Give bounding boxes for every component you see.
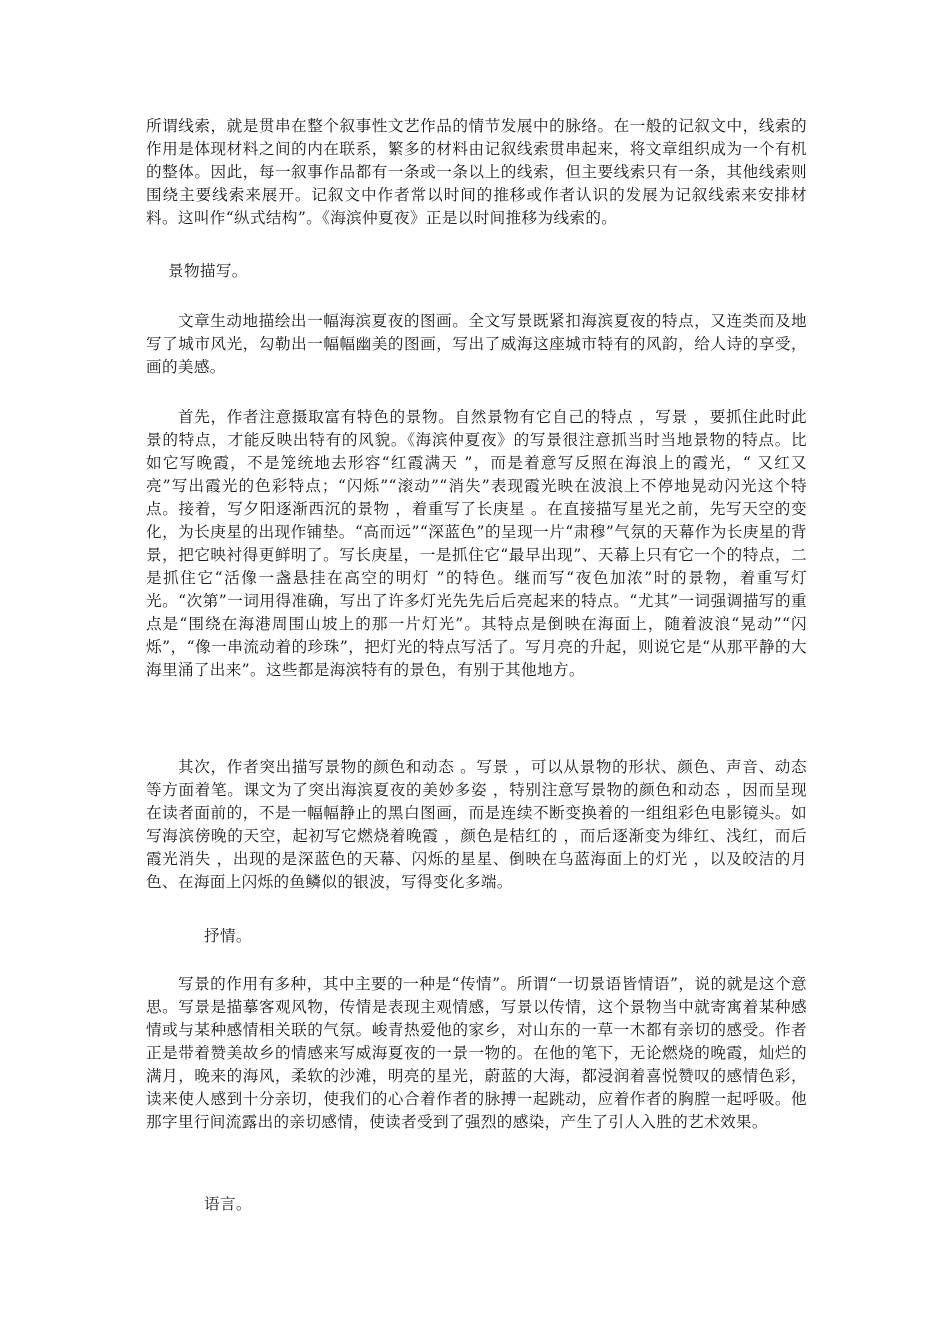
paragraph-scenery-first: 首先，作者注意摄取富有特色的景物。自然景物有它自己的特点 ，写景 ，要抓住此时此景的特点，才能反映出特有的风貌。《海滨仲夏夜》的写景很注意抓当时当地景物的特点。比如它写晚霞，不是笼统地去形容“红霞满天 ”，而是着意写反照在海浪上的霞光，“ 又红又亮”写出霞光的色彩特点；“闪烁”“滚动”“消失”表现霞光映在波浪上不停地晃动闪光这个特点。接着，写夕阳逐渐西沉的景物 ，着重写了长庚星 。在直接描写星光之前，先写天空的变化，为长庚星的出现作铺垫。“高而远”“深蓝色”的呈现一片“肃穆”气氛的天幕作为长庚星的背景，把它映衬得更鲜明了。写长庚星，一是抓住它“最早出现”、天幕上只有它一个的特点，二是抓住它“活像一盏悬挂在高空的明灯 ”的特色。继而写“夜色加浓”时的景物，着重写灯光。“次第”一词用得准确，写出了许多灯光先先后后亮起来的特点。“尤其”一词强调描写的重点是“围绕在海港周围山坡上的那一片灯光”。其特点是倒映在海面上，随着波浪“晃动”“闪烁”，“像一串流动着的珍珠”，把灯光的特点写活了。写月亮的升起，则说它是“从那平静的大海里涌了出来”。这些都是海滨特有的景色，有别于其他地方。 (146, 408, 807, 679)
section-heading-scenery: 景物描写。 (168, 262, 248, 280)
paragraph-clue-definition: 所谓线索，就是贯串在整个叙事性文艺作品的情节发展中的脉络。在一般的记叙文中，线索的作用是体现材料之间的内在联系，繁多的材料由记叙线索贯串起来，将文章组织成为一个有机的整体。因此，每一叙事作品都有一条或一条以上的线索，但主要线索只有一条，其他线索则围绕主要线索来展开。记叙文中作者常以时间的推移或作者认识的发展为记叙线索来安排材料。这叫作“纵式结构”。《海滨仲夏夜》正是以时间推移为线索的。 (146, 117, 807, 227)
paragraph-lyricism: 写景的作用有多种，其中主要的一种是“传情”。所谓“一切景语皆情语”，说的就是这个意思。写景是描摹客观风物，传情是表现主观情感，写景以传情，这个景物当中就寄寓着某种感情或与某种感情相关联的气氛。峻青热爱他的家乡，对山东的一草一木都有亲切的感受。作者正是带着赞美故乡的情感来写威海夏夜的一景一物的。在他的笔下，无论燃烧的晚霞，灿烂的满月，晚来的海风，柔软的沙滩，明亮的星光，蔚蓝的大海，都浸润着喜悦赞叹的感情色彩，读来使人感到十分亲切，使我们的心合着作者的脉搏一起跳动，应着作者的胸膛一起呼吸。他那字里行间流露出的亲切感情，使读者受到了强烈的感染，产生了引人入胜的艺术效果。 (146, 975, 807, 1131)
section-heading-language: 语言。 (204, 1195, 252, 1213)
section-heading-lyricism: 抒情。 (204, 927, 252, 945)
paragraph-scenery-second: 其次，作者突出描写景物的颜色和动态 。写景 ，可以从景物的形状、颜色、声音、动态等方面着笔。课文为了突出海滨夏夜的美妙多姿 ，特别注意写景物的颜色和动态 ，因而呈现在读者面前的，不是一幅幅静止的黑白图画，而是连续不断变换着的一组组彩色电影镜头。如写海滨傍晚的天空，起初写它燃烧着晚霞 ，颜色是桔红的 ，而后逐渐变为绯红、浅红，而后霞光消失 ，出现的是深蓝色的天幕、闪烁的星星、倒映在乌蓝海面上的灯光 ，以及皎洁的月色、在海面上闪烁的鱼鳞似的银波，写得变化多端。 (146, 758, 807, 891)
paragraph-scenery-intro: 文章生动地描绘出一幅海滨夏夜的图画。全文写景既紧扣海滨夏夜的特点，又连类而及地写了城市风光，勾勒出一幅幅幽美的图画，写出了威海这座城市特有的风韵，给人诗的享受，画的美感。 (146, 312, 807, 376)
